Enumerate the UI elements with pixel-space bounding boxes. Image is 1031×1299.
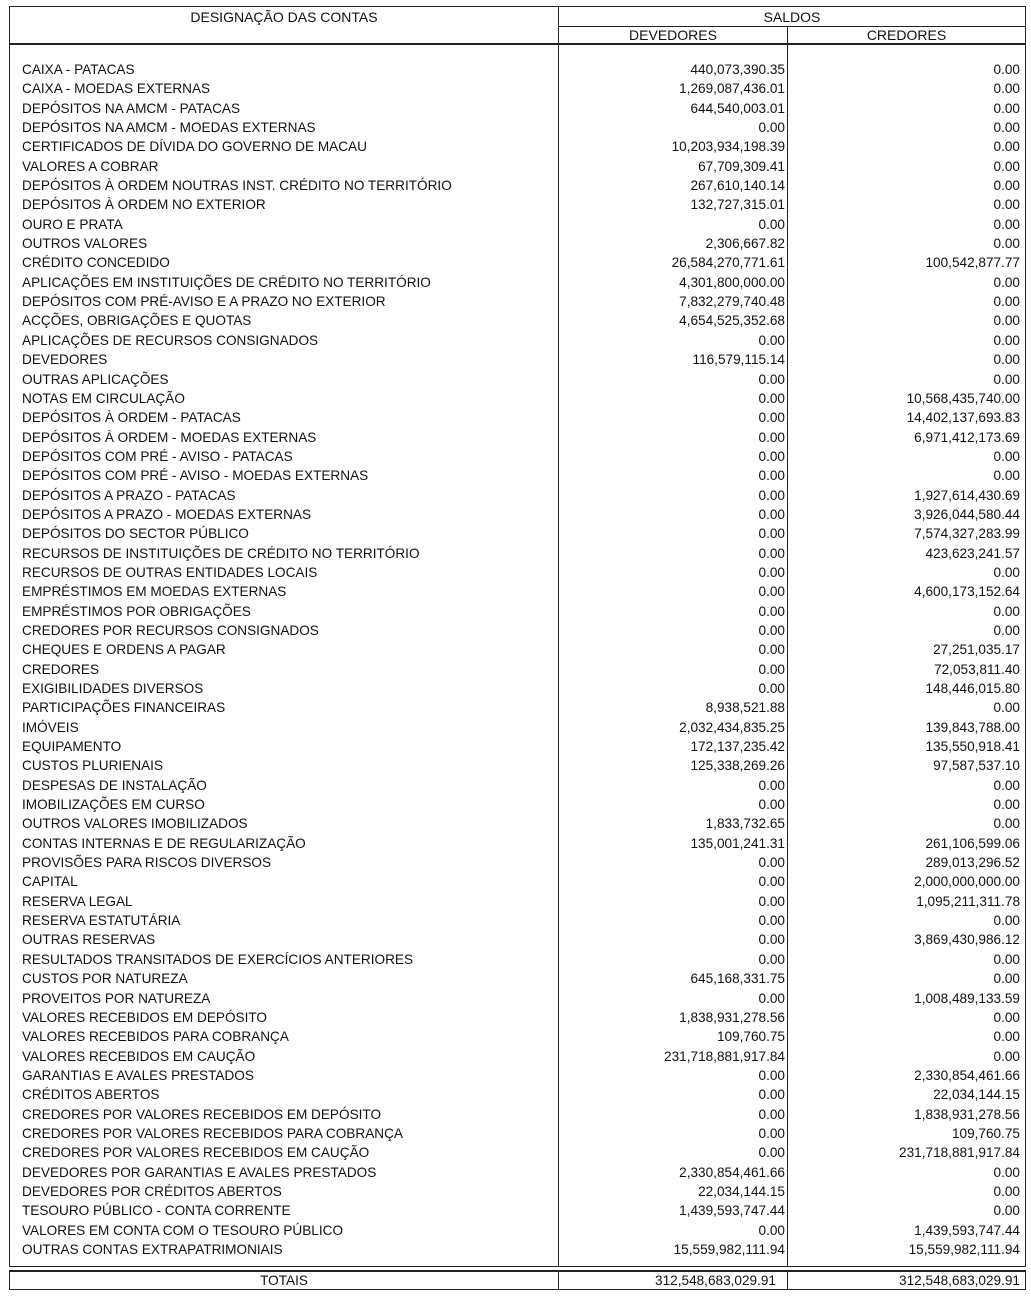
table-row xyxy=(10,215,1025,234)
account-name: OURO E PRATA xyxy=(22,216,123,232)
debit-value: 2,032,434,835.25 xyxy=(679,719,785,735)
account-name: RESERVA LEGAL xyxy=(22,893,133,909)
table-row xyxy=(10,621,1025,640)
account-name: CAPITAL xyxy=(22,874,78,890)
credit-value: 14,402,137,693.83 xyxy=(906,410,1020,426)
debit-value: 0.00 xyxy=(758,1067,785,1083)
table-header xyxy=(9,6,1026,45)
account-name: APLICAÇÕES EM INSTITUIÇÕES DE CRÉDITO NO TERRITÓRIO xyxy=(22,274,431,290)
credit-value: 7,574,327,283.99 xyxy=(914,526,1020,542)
table-row xyxy=(10,428,1025,447)
debit-value: 132,727,315.01 xyxy=(690,197,785,213)
account-name: CRÉDITOS ABERTOS xyxy=(22,1087,160,1103)
account-name: CREDORES POR VALORES RECEBIDOS PARA COBRANÇA xyxy=(22,1125,403,1141)
table-row xyxy=(10,582,1025,601)
debit-value: 4,301,800,000.00 xyxy=(679,274,785,290)
account-name: VALORES RECEBIDOS EM DEPÓSITO xyxy=(22,1009,267,1025)
account-name: OUTRAS RESERVAS xyxy=(22,932,156,948)
totals-label: TOTAIS xyxy=(10,1272,559,1289)
table-row xyxy=(10,1201,1025,1220)
debit-value: 0.00 xyxy=(758,932,785,948)
debit-value: 0.00 xyxy=(758,990,785,1006)
debit-value: 0.00 xyxy=(758,371,785,387)
credit-value: 0.00 xyxy=(993,313,1020,329)
table-row xyxy=(10,602,1025,621)
table-row xyxy=(10,408,1025,427)
credit-value: 1,095,211,311.78 xyxy=(916,893,1020,909)
debit-value: 231,718,881,917.84 xyxy=(664,1048,785,1064)
account-name: DEVEDORES POR CRÉDITOS ABERTOS xyxy=(22,1183,282,1199)
credit-value: 0.00 xyxy=(993,468,1020,484)
table-row xyxy=(10,776,1025,795)
debit-value: 0.00 xyxy=(758,390,785,406)
credit-value: 0.00 xyxy=(993,816,1020,832)
credit-value: 0.00 xyxy=(993,274,1020,290)
account-name: OUTROS VALORES IMOBILIZADOS xyxy=(22,816,248,832)
account-name: CAIXA - PATACAS xyxy=(22,62,135,77)
debit-value: 67,709,309.41 xyxy=(698,158,785,174)
account-name: EXIGIBILIDADES DIVERSOS xyxy=(22,681,204,696)
debit-value: 0.00 xyxy=(758,1222,785,1238)
credit-value: 0.00 xyxy=(993,777,1020,793)
account-name: TESOURO PÚBLICO - CONTA CORRENTE xyxy=(22,1203,291,1219)
debit-value: 1,833,732.65 xyxy=(705,816,785,832)
table-row xyxy=(10,370,1025,389)
account-name: PROVISÕES PARA RISCOS DIVERSOS xyxy=(22,855,272,871)
table-row xyxy=(10,1143,1025,1162)
debit-value: 0.00 xyxy=(758,487,785,503)
debit-value: 0.00 xyxy=(758,1087,785,1103)
table-row xyxy=(10,524,1025,543)
credit-value: 0.00 xyxy=(993,622,1020,638)
account-name: RESERVA ESTATUTÁRIA xyxy=(22,913,181,929)
credit-value: 0.00 xyxy=(993,62,1020,77)
table-row xyxy=(10,950,1025,969)
credit-value: 0.00 xyxy=(993,100,1020,116)
table-row xyxy=(10,273,1025,292)
debit-value: 0.00 xyxy=(758,855,785,871)
account-name: CUSTOS POR NATUREZA xyxy=(22,971,188,987)
table-row xyxy=(10,505,1025,524)
debit-value: 116,579,115.14 xyxy=(692,352,785,368)
credit-value: 15,559,982,111.94 xyxy=(908,1241,1020,1257)
table-row xyxy=(10,872,1025,891)
credit-value: 0.00 xyxy=(993,139,1020,155)
account-name: RECURSOS DE INSTITUIÇÕES DE CRÉDITO NO TERRITÓRIO xyxy=(22,545,420,561)
debit-value: 0.00 xyxy=(758,429,785,445)
table-row xyxy=(10,911,1025,930)
credit-value: 289,013,296.52 xyxy=(925,855,1020,871)
table-row xyxy=(10,389,1025,408)
table-row xyxy=(10,834,1025,853)
account-name: CUSTOS PLURIENAIS xyxy=(22,758,164,774)
debit-value: 109,760.75 xyxy=(716,1029,785,1045)
debit-value: 0.00 xyxy=(758,332,785,348)
credit-value: 100,542,877.77 xyxy=(925,255,1020,271)
table-row xyxy=(10,486,1025,505)
debit-value: 0.00 xyxy=(758,448,785,464)
account-name: DEPÓSITOS COM PRÉ - AVISO - MOEDAS EXTERNAS xyxy=(22,468,369,484)
account-name: CRÉDITO CONCEDIDO xyxy=(22,255,170,271)
credit-value: 1,008,489,133.59 xyxy=(914,990,1020,1006)
account-name: CREDORES xyxy=(22,661,100,677)
credit-value: 0.00 xyxy=(993,120,1020,136)
account-name: ACÇÕES, OBRIGAÇÕES E QUOTAS xyxy=(22,313,252,329)
table-row xyxy=(10,1240,1025,1259)
account-name: DEPÓSITOS COM PRÉ-AVISO E A PRAZO NO EXTERIOR xyxy=(22,294,386,310)
header-account-designation: DESIGNAÇÃO DAS CONTAS xyxy=(10,7,559,44)
credit-value: 2,330,854,461.66 xyxy=(914,1067,1020,1083)
account-name: CREDORES POR VALORES RECEBIDOS EM CAUÇÃO xyxy=(22,1145,370,1161)
debit-value: 2,330,854,461.66 xyxy=(679,1164,785,1180)
account-name: VALORES RECEBIDOS EM CAUÇÃO xyxy=(22,1048,256,1064)
table-row xyxy=(10,756,1025,775)
debit-value: 0.00 xyxy=(758,797,785,813)
table-row xyxy=(10,118,1025,137)
debit-value: 1,439,593,747.44 xyxy=(679,1203,785,1219)
credit-value: 0.00 xyxy=(993,1009,1020,1025)
credit-value: 0.00 xyxy=(993,158,1020,174)
credit-value: 0.00 xyxy=(993,700,1020,716)
account-name: PARTICIPAÇÕES FINANCEIRAS xyxy=(22,700,226,716)
debit-value: 135,001,241.31 xyxy=(690,835,785,851)
credit-value: 1,927,614,430.69 xyxy=(914,487,1020,503)
header-credit: CREDORES xyxy=(866,27,947,43)
credit-value: 10,568,435,740.00 xyxy=(906,390,1020,406)
table-row xyxy=(10,195,1025,214)
debit-value: 0.00 xyxy=(758,1106,785,1122)
header-balances: SALDOS xyxy=(559,7,1025,27)
account-name: OUTROS VALORES xyxy=(22,236,148,252)
account-name: OUTRAS APLICAÇÕES xyxy=(22,371,169,387)
debit-value: 0.00 xyxy=(758,622,785,638)
table-row xyxy=(10,176,1025,195)
table-row xyxy=(10,930,1025,949)
table-row xyxy=(10,1163,1025,1182)
credit-value: 4,600,173,152.64 xyxy=(914,584,1020,600)
account-name: DEPÓSITOS NA AMCM - MOEDAS EXTERNAS xyxy=(22,120,316,136)
credit-value: 423,623,241.57 xyxy=(925,545,1020,561)
table-row xyxy=(10,331,1025,350)
debit-value: 0.00 xyxy=(758,564,785,580)
credit-value: 0.00 xyxy=(993,913,1020,929)
account-name: IMÓVEIS xyxy=(22,719,79,735)
debit-value: 0.00 xyxy=(758,661,785,677)
account-name: RECURSOS DE OUTRAS ENTIDADES LOCAIS xyxy=(22,564,318,580)
debit-value: 0.00 xyxy=(758,506,785,522)
debit-value: 10,203,934,198.39 xyxy=(671,139,785,155)
account-name: CHEQUES E ORDENS A PAGAR xyxy=(22,642,226,658)
table-row xyxy=(10,1027,1025,1046)
account-name: APLICAÇÕES DE RECURSOS CONSIGNADOS xyxy=(22,332,319,348)
credit-value: 3,926,044,580.44 xyxy=(914,506,1020,522)
table-row xyxy=(10,795,1025,814)
account-name: RESULTADOS TRANSITADOS DE EXERCÍCIOS ANTERIORES xyxy=(22,951,414,967)
account-name: DEPÓSITOS À ORDEM NOUTRAS INST. CRÉDITO NO TERRITÓRIO xyxy=(22,178,452,194)
credit-value: 0.00 xyxy=(993,294,1020,310)
credit-value: 0.00 xyxy=(993,564,1020,580)
credit-value: 0.00 xyxy=(993,1029,1020,1045)
table-row xyxy=(10,679,1025,698)
credit-value: 0.00 xyxy=(993,951,1020,967)
account-name: CREDORES POR RECURSOS CONSIGNADOS xyxy=(22,622,319,638)
credit-value: 109,760.75 xyxy=(951,1125,1020,1141)
table-row xyxy=(10,292,1025,311)
debit-value: 645,168,331.75 xyxy=(690,971,785,987)
debit-value: 22,034,144.15 xyxy=(698,1183,785,1199)
account-name: DEPÓSITOS À ORDEM - PATACAS xyxy=(22,410,241,426)
debit-value: 0.00 xyxy=(758,545,785,561)
table-row xyxy=(10,447,1025,466)
debit-value: 4,654,525,352.68 xyxy=(679,313,785,329)
debit-value: 267,610,140.14 xyxy=(690,178,785,194)
table-row xyxy=(10,892,1025,911)
account-name: OUTRAS CONTAS EXTRAPATRIMONIAIS xyxy=(22,1241,283,1257)
table-row xyxy=(10,1066,1025,1085)
table-row xyxy=(10,853,1025,872)
credit-value: 0.00 xyxy=(993,1203,1020,1219)
table-row xyxy=(10,137,1025,156)
credit-value: 0.00 xyxy=(993,216,1020,232)
debit-value: 172,137,235.42 xyxy=(690,739,785,755)
table-row xyxy=(10,737,1025,756)
account-name: DEPÓSITOS A PRAZO - PATACAS xyxy=(22,487,236,503)
debit-value: 1,838,931,278.56 xyxy=(679,1009,785,1025)
table-row xyxy=(10,311,1025,330)
account-name: DEVEDORES POR GARANTIAS E AVALES PRESTADOS xyxy=(22,1164,377,1180)
credit-value: 139,843,788.00 xyxy=(925,719,1020,735)
account-name: DESPESAS DE INSTALAÇÃO xyxy=(22,777,207,793)
account-name: DEVEDORES xyxy=(22,352,108,368)
credit-value: 231,718,881,917.84 xyxy=(899,1145,1020,1161)
credit-value: 22,034,144.15 xyxy=(933,1087,1020,1103)
header-debit: DEVEDORES xyxy=(559,27,788,44)
account-name: EQUIPAMENTO xyxy=(22,739,122,755)
table-row xyxy=(10,1085,1025,1104)
table-row xyxy=(10,814,1025,833)
totals-row xyxy=(9,1270,1026,1290)
credit-value: 135,550,918.41 xyxy=(925,739,1020,755)
account-name: NOTAS EM CIRCULAÇÃO xyxy=(22,390,185,406)
table-row xyxy=(10,1008,1025,1027)
account-name: DEPÓSITOS DO SECTOR PÚBLICO xyxy=(22,526,249,542)
debit-value: 15,559,982,111.94 xyxy=(673,1241,785,1257)
account-name: CAIXA - MOEDAS EXTERNAS xyxy=(22,81,211,97)
debit-value: 0.00 xyxy=(758,410,785,426)
table-row xyxy=(10,1182,1025,1201)
table-row xyxy=(10,718,1025,737)
account-name: PROVEITOS POR NATUREZA xyxy=(22,990,211,1006)
table-row xyxy=(10,563,1025,582)
credit-value: 0.00 xyxy=(993,1164,1020,1180)
debit-value: 440,073,390.35 xyxy=(690,62,785,77)
table-body xyxy=(9,45,1026,1267)
debit-value: 2,306,667.82 xyxy=(705,236,785,252)
table-row xyxy=(10,660,1025,679)
credit-value: 0.00 xyxy=(993,1048,1020,1064)
debit-value: 644,540,003.01 xyxy=(690,100,785,116)
table-row xyxy=(10,253,1025,272)
account-name: GARANTIAS E AVALES PRESTADOS xyxy=(22,1067,254,1083)
debit-value: 0.00 xyxy=(758,913,785,929)
debit-value: 0.00 xyxy=(758,1125,785,1141)
account-name: VALORES RECEBIDOS PARA COBRANÇA xyxy=(22,1029,289,1045)
debit-value: 0.00 xyxy=(758,120,785,136)
account-name: CONTAS INTERNAS E DE REGULARIZAÇÃO xyxy=(22,835,306,851)
debit-value: 0.00 xyxy=(758,681,785,696)
table-row xyxy=(10,989,1025,1008)
debit-value: 0.00 xyxy=(758,1145,785,1161)
account-name: EMPRÉSTIMOS EM MOEDAS EXTERNAS xyxy=(22,584,287,600)
credit-value: 6,971,412,173.69 xyxy=(914,429,1020,445)
table-row xyxy=(10,969,1025,988)
credit-value: 2,000,000,000.00 xyxy=(914,874,1020,890)
credit-value: 0.00 xyxy=(993,603,1020,619)
credit-value: 0.00 xyxy=(993,178,1020,194)
table-row xyxy=(10,1047,1025,1066)
table-row xyxy=(10,1105,1025,1124)
account-name: IMOBILIZAÇÕES EM CURSO xyxy=(22,797,205,813)
credit-value: 72,053,811.40 xyxy=(934,661,1020,677)
credit-value: 0.00 xyxy=(993,332,1020,348)
debit-value: 0.00 xyxy=(758,642,785,658)
account-name: DEPÓSITOS À ORDEM - MOEDAS EXTERNAS xyxy=(22,429,317,445)
table-row xyxy=(10,466,1025,485)
debit-value: 0.00 xyxy=(758,584,785,600)
account-name: VALORES A COBRAR xyxy=(22,158,159,174)
credit-value: 0.00 xyxy=(993,371,1020,387)
debit-value: 0.00 xyxy=(758,216,785,232)
credit-value: 0.00 xyxy=(993,352,1020,368)
credit-value: 0.00 xyxy=(993,971,1020,987)
account-name: DEPÓSITOS À ORDEM NO EXTERIOR xyxy=(22,197,266,213)
credit-value: 0.00 xyxy=(993,236,1020,252)
table-row xyxy=(10,698,1025,717)
debit-value: 0.00 xyxy=(758,893,785,909)
table-row xyxy=(10,1221,1025,1240)
table-row xyxy=(10,1124,1025,1143)
debit-value: 7,832,279,740.48 xyxy=(679,294,785,310)
account-name: VALORES EM CONTA COM O TESOURO PÚBLICO xyxy=(22,1222,344,1238)
totals-debit: 312,548,683,029.91 xyxy=(559,1272,788,1289)
credit-value: 0.00 xyxy=(993,448,1020,464)
totals-credit: 312,548,683,029.91 xyxy=(899,1273,1020,1288)
debit-value: 26,584,270,771.61 xyxy=(671,255,785,271)
credit-value: 0.00 xyxy=(993,81,1020,97)
account-name: CERTIFICADOS DE DÍVIDA DO GOVERNO DE MACAU xyxy=(22,139,367,155)
table-row xyxy=(10,350,1025,369)
debit-value: 0.00 xyxy=(758,468,785,484)
credit-value: 1,439,593,747.44 xyxy=(914,1222,1020,1238)
table-row xyxy=(10,60,1025,79)
credit-value: 1,838,931,278.56 xyxy=(914,1106,1020,1122)
debit-value: 8,938,521.88 xyxy=(705,700,785,716)
debit-value: 0.00 xyxy=(758,526,785,542)
table-row xyxy=(10,99,1025,118)
account-rows xyxy=(10,60,1025,1259)
table-row xyxy=(10,234,1025,253)
debit-value: 0.00 xyxy=(758,951,785,967)
credit-value: 148,446,015.80 xyxy=(925,681,1020,696)
debit-value: 0.00 xyxy=(758,603,785,619)
credit-value: 97,587,537.10 xyxy=(933,758,1020,774)
credit-value: 261,106,599.06 xyxy=(925,835,1020,851)
credit-value: 0.00 xyxy=(993,797,1020,813)
table-row xyxy=(10,640,1025,659)
credit-value: 27,251,035.17 xyxy=(933,642,1020,658)
account-name: CREDORES POR VALORES RECEBIDOS EM DEPÓSITO xyxy=(22,1106,382,1122)
account-name: DEPÓSITOS NA AMCM - PATACAS xyxy=(22,100,241,116)
balance-sheet-table xyxy=(9,6,1026,1290)
account-name: DEPÓSITOS A PRAZO - MOEDAS EXTERNAS xyxy=(22,506,312,522)
credit-value: 0.00 xyxy=(993,197,1020,213)
table-row xyxy=(10,157,1025,176)
account-name: EMPRÉSTIMOS POR OBRIGAÇÕES xyxy=(22,603,251,619)
debit-value: 1,269,087,436.01 xyxy=(679,81,785,97)
debit-value: 125,338,269.26 xyxy=(690,758,785,774)
debit-value: 0.00 xyxy=(758,777,785,793)
debit-value: 0.00 xyxy=(758,874,785,890)
account-name: DEPÓSITOS COM PRÉ - AVISO - PATACAS xyxy=(22,448,293,464)
table-row xyxy=(10,79,1025,98)
credit-value: 3,869,430,986.12 xyxy=(914,932,1020,948)
table-row xyxy=(10,544,1025,563)
credit-value: 0.00 xyxy=(993,1183,1020,1199)
